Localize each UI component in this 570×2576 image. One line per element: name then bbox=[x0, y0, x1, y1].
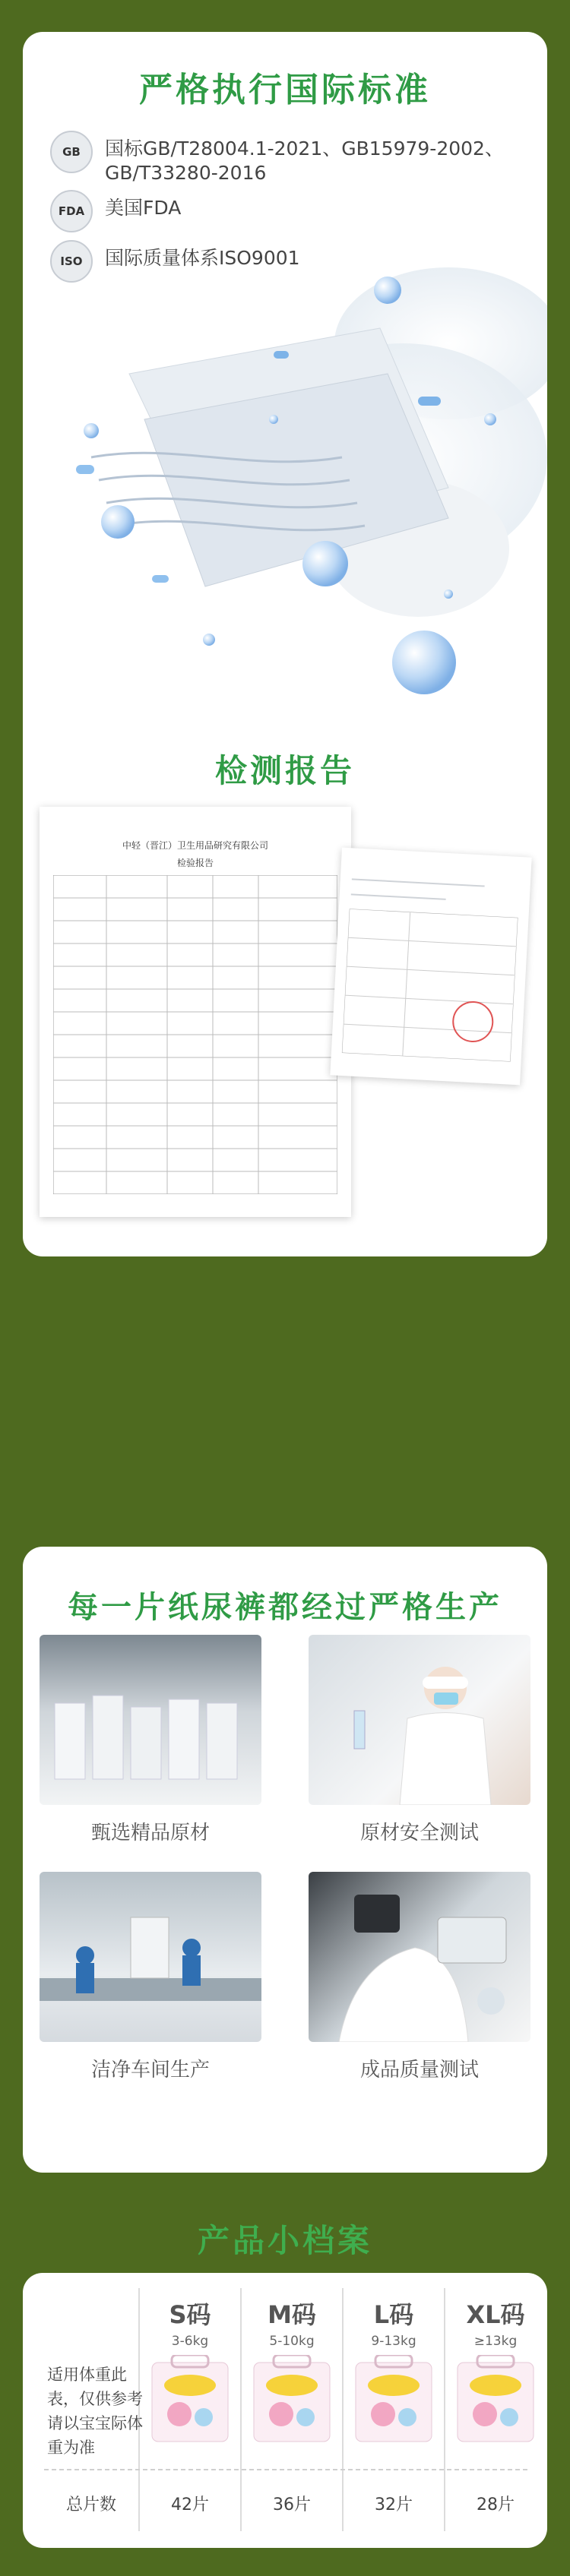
material-testing-photo bbox=[309, 1635, 530, 1805]
standard-item-gb bbox=[50, 131, 515, 185]
piece-count: 36片 bbox=[273, 2495, 311, 2514]
diaper-package-image bbox=[353, 2355, 435, 2445]
report-title: 检测报告 bbox=[214, 752, 355, 789]
quality-testing-photo bbox=[309, 1872, 530, 2042]
size-range: 5-10kg bbox=[269, 2334, 315, 2349]
standard-text: 国际质量体系ISO9001 bbox=[105, 247, 300, 269]
piece-count: 28片 bbox=[477, 2495, 515, 2514]
standards-title: 严格执行国际标准 bbox=[139, 71, 431, 109]
standard-item-fda bbox=[50, 190, 515, 232]
production-panel bbox=[23, 1547, 547, 2173]
piece-count: 42片 bbox=[171, 2495, 209, 2514]
total-count-label: 总片数 bbox=[65, 2495, 116, 2514]
doc-name: 检验报告 bbox=[176, 858, 214, 868]
size-xl bbox=[447, 2296, 544, 2349]
size-l bbox=[345, 2296, 442, 2349]
diaper-package-image bbox=[454, 2355, 537, 2445]
size-name: L码 bbox=[373, 2300, 414, 2329]
size-range: 9-13kg bbox=[371, 2334, 416, 2349]
report-table-1 bbox=[53, 875, 337, 1194]
size-name: S码 bbox=[169, 2300, 211, 2329]
size-name: M码 bbox=[268, 2300, 316, 2329]
raw-material-photo bbox=[40, 1635, 261, 1805]
gb-icon: GB bbox=[50, 131, 93, 173]
standard-text: 美国FDA bbox=[105, 197, 182, 219]
piece-count: 32片 bbox=[375, 2495, 413, 2514]
material-illustration bbox=[23, 260, 547, 784]
clean-workshop-photo bbox=[40, 1872, 261, 2042]
size-range: 3-6kg bbox=[171, 2334, 209, 2349]
profile-panel bbox=[23, 2273, 547, 2548]
fda-icon: FDA bbox=[50, 190, 93, 232]
standards-panel bbox=[23, 32, 547, 1256]
iso-icon: ISO bbox=[50, 240, 93, 283]
report-document-1 bbox=[40, 807, 351, 1217]
size-m bbox=[243, 2296, 340, 2349]
standard-text: 国标GB/T28004.1-2021、GB15979-2002、GB/T33280-2016 bbox=[105, 137, 504, 184]
report-document-2 bbox=[330, 848, 531, 1086]
caption-raw-material: 甄选精品原材 bbox=[90, 1822, 210, 1844]
weight-note: 适用体重此表，仅供参考请以宝宝际体重为准 bbox=[47, 2366, 143, 2457]
size-range: ≥13kg bbox=[473, 2334, 518, 2349]
size-s bbox=[141, 2296, 239, 2349]
caption-quality-testing: 成品质量测试 bbox=[359, 2059, 479, 2081]
caption-material-testing: 原材安全测试 bbox=[359, 1822, 479, 1844]
caption-clean-workshop: 洁净车间生产 bbox=[90, 2059, 210, 2081]
profile-title: 产品小档案 bbox=[197, 2222, 372, 2259]
production-title: 每一片纸尿裤都经过严格生产 bbox=[68, 1590, 502, 1625]
report-table-2 bbox=[342, 909, 518, 1061]
diaper-package-image bbox=[251, 2355, 333, 2445]
size-name: XL码 bbox=[466, 2300, 525, 2329]
doc-org: 中轻（晋江）卫生用品研究有限公司 bbox=[122, 840, 268, 851]
diaper-package-image bbox=[149, 2355, 231, 2445]
